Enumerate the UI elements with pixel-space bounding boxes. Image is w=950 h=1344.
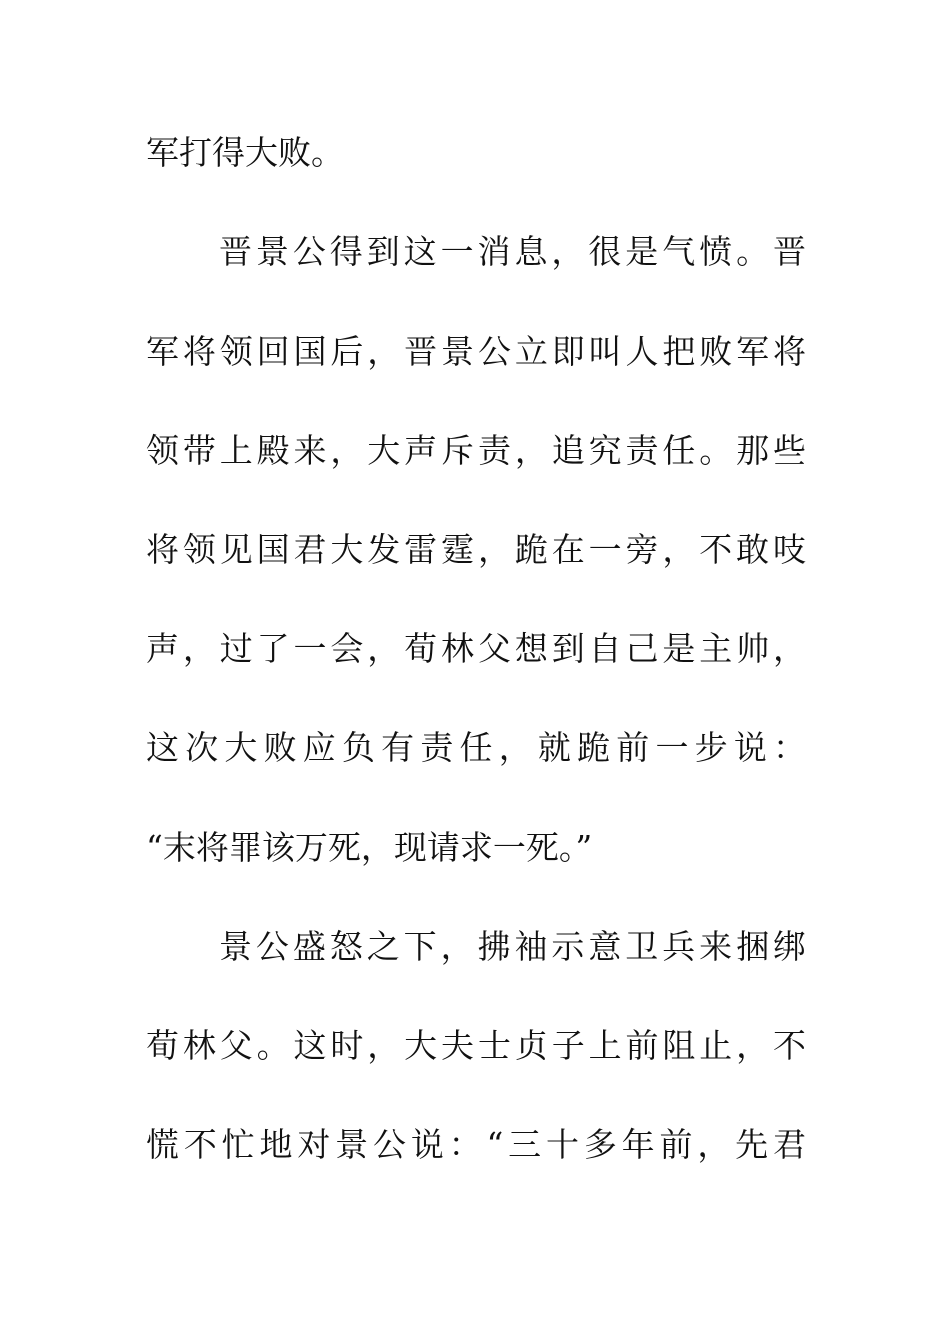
text-line-1: 军打得大败。 [146, 133, 344, 172]
text-line-2: 晋景公得到这一消息，很是气愤。晋 [219, 232, 806, 271]
text-line-8: “末将罪该万死，现请求一死。” [146, 828, 593, 867]
text-line-11: 慌不忙地对景公说：“三十多年前，先君 [146, 1125, 806, 1164]
text-line-4: 领带上殿来，大声斥责，追究责任。那些 [146, 431, 806, 470]
text-line-10: 荀林父。这时，大夫士贞子上前阻止，不 [146, 1026, 806, 1065]
text-line-6: 声，过了一会，荀林父想到自己是主帅， [146, 629, 806, 668]
text-line-5: 将领见国君大发雷霆，跪在一旁，不敢吱 [146, 530, 806, 569]
text-line-3: 军将领回国后，晋景公立即叫人把败军将 [146, 332, 806, 371]
text-line-7: 这次大败应负有责任，就跪前一步说： [146, 728, 806, 767]
text-line-9: 景公盛怒之下，拂袖示意卫兵来捆绑 [219, 927, 806, 966]
